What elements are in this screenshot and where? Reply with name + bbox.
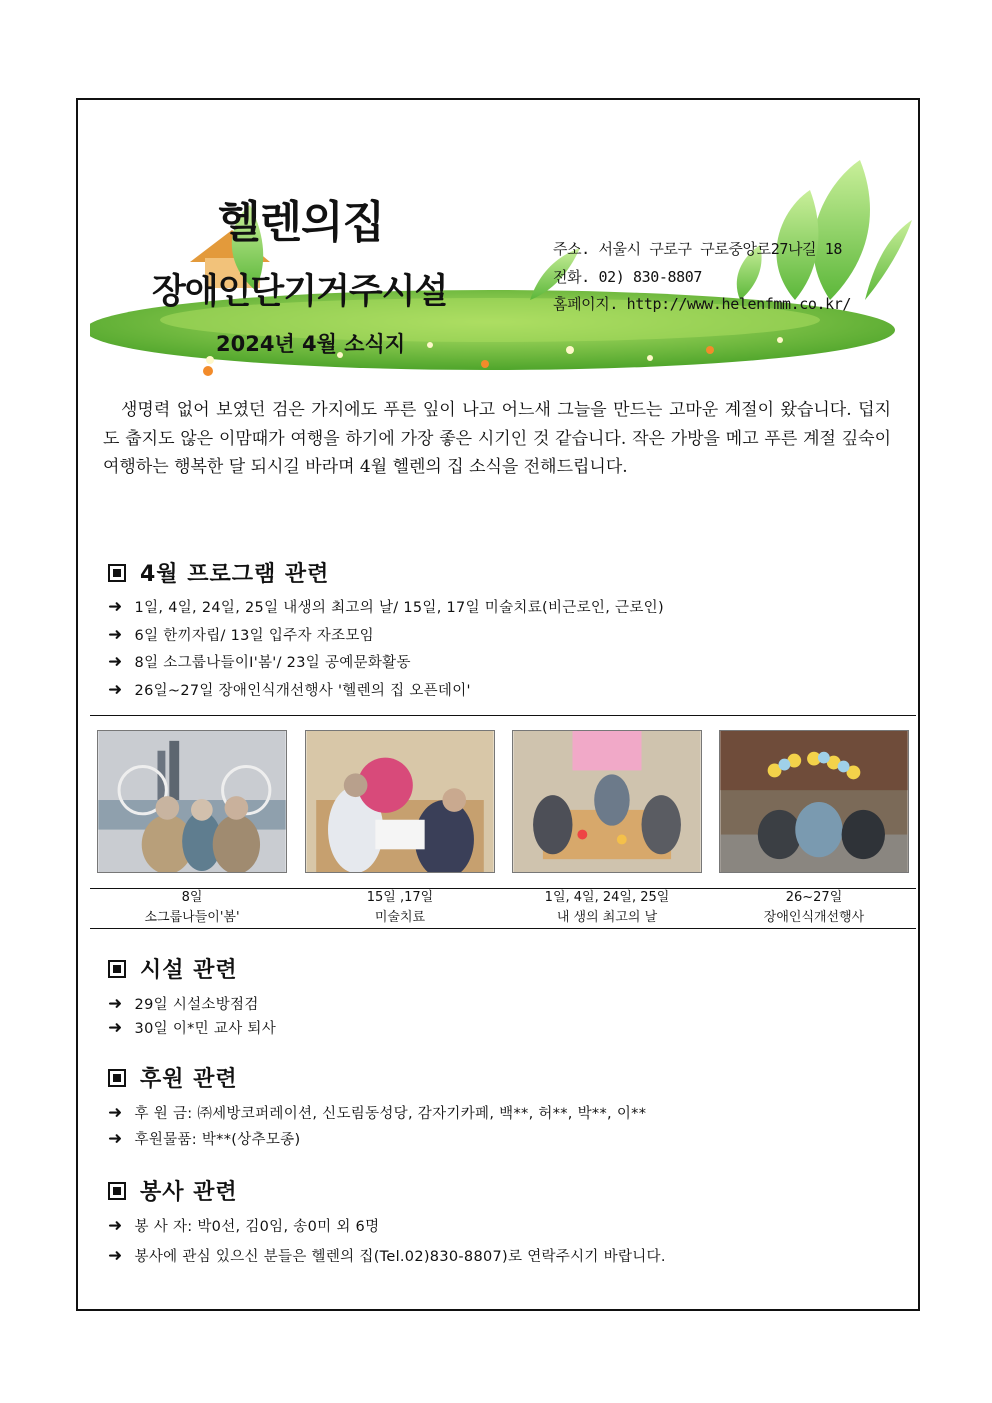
square-bullet-icon [108,1069,126,1087]
divider [90,715,916,716]
section-heading-facility [108,953,238,984]
section-title: 봉사 관련 [140,1180,238,1205]
intro-text: 생명력 없어 보였던 검은 가지에도 푸른 잎이 나고 어느새 그늘을 만드는 고마운 계절이 왔습니다. 덥지도 춥지도 않은 이맘때가 여행을 하기에 가장 좋은 시기인 것 같습니다. 작은 가방을 메고 푸른 계절 깊숙이 여행하는 행복한 달 되시길 바라며 4월 헬렌의 집 소식을 전해드립니다. [103,400,891,477]
photo-caption: 26~27일 장애인식개선행사 [763,890,865,925]
right-arrow-icon: ➜ [108,1128,123,1149]
issue-date: 2024년 4월 소식지 [216,332,406,356]
right-arrow-icon: ➜ [108,993,123,1014]
square-bullet-icon [108,1182,126,1200]
photo-best-day [512,730,702,873]
list-item: ➜ 봉사에 관심 있으신 분들은 헬렌의 집(Tel.02)830-8807)로 연락주시기 바랍니다. [108,1245,666,1266]
section-heading-volunteer [108,1175,238,1206]
right-arrow-icon: ➜ [108,1102,123,1123]
intro-paragraph [103,396,891,482]
list-item: ➜ 8일 소그룹나들이Ⅰ'봄'/ 23일 공예문화활동 [108,651,411,672]
right-arrow-icon: ➜ [108,1245,123,1266]
section-heading-program [108,557,329,588]
right-arrow-icon: ➜ [108,624,123,645]
photo-awareness-event [719,730,909,873]
list-item: ➜ 후원물품: 박**(상추모종) [108,1128,301,1149]
section-title: 4월 프로그램 관련 [140,562,330,587]
section-title: 후원 관련 [140,1067,238,1092]
photo-outing [97,730,287,873]
list-item: ➜ 6일 한끼자립/ 13일 입주자 자조모임 [108,624,374,645]
square-bullet-icon [108,960,126,978]
right-arrow-icon: ➜ [108,1017,123,1038]
photo-art-therapy [305,730,495,873]
section-title: 시설 관련 [140,958,238,983]
list-item: ➜ 봉 사 자: 박0선, 김0임, 송0미 외 6명 [108,1215,380,1236]
list-item: ➜ 후 원 금: ㈜세방코퍼레이션, 신도림동성당, 감자기카페, 백**, 허**, 박**, 이** [108,1102,647,1123]
right-arrow-icon: ➜ [108,1215,123,1236]
list-item: ➜ 29일 시설소방점검 [108,993,259,1014]
list-item: ➜ 30일 이*민 교사 퇴사 [108,1017,277,1038]
phone-text: 전화. 02) 830-8807 [553,268,703,286]
facility-subtitle: 장애인단기거주시설 [152,272,448,312]
list-item: ➜ 26일~27일 장애인식개선행사 '헬렌의 집 오픈데이' [108,679,471,700]
divider [90,928,916,929]
right-arrow-icon: ➜ [108,651,123,672]
right-arrow-icon: ➜ [108,596,123,617]
photo-caption: 1일, 4일, 24일, 25일 내 생의 최고의 날 [544,890,670,925]
right-arrow-icon: ➜ [108,679,123,700]
list-item: ➜ 1일, 4일, 24일, 25일 내생의 최고의 날/ 15일, 17일 미술치료(비근로인, 근로인) [108,596,664,617]
page-title: 헬렌의집 [218,197,385,248]
homepage-link[interactable]: 홈페이지. http://www.helenfmm.co.kr/ [553,295,852,313]
photo-caption: 15일 ,17일 미술치료 [366,890,434,925]
address-text: 주소. 서울시 구로구 구로중앙로27나길 18 [553,240,843,258]
section-heading-support [108,1062,238,1093]
square-bullet-icon [108,564,126,582]
photo-caption: 8일 소그룹나들이'봄' [144,890,240,925]
